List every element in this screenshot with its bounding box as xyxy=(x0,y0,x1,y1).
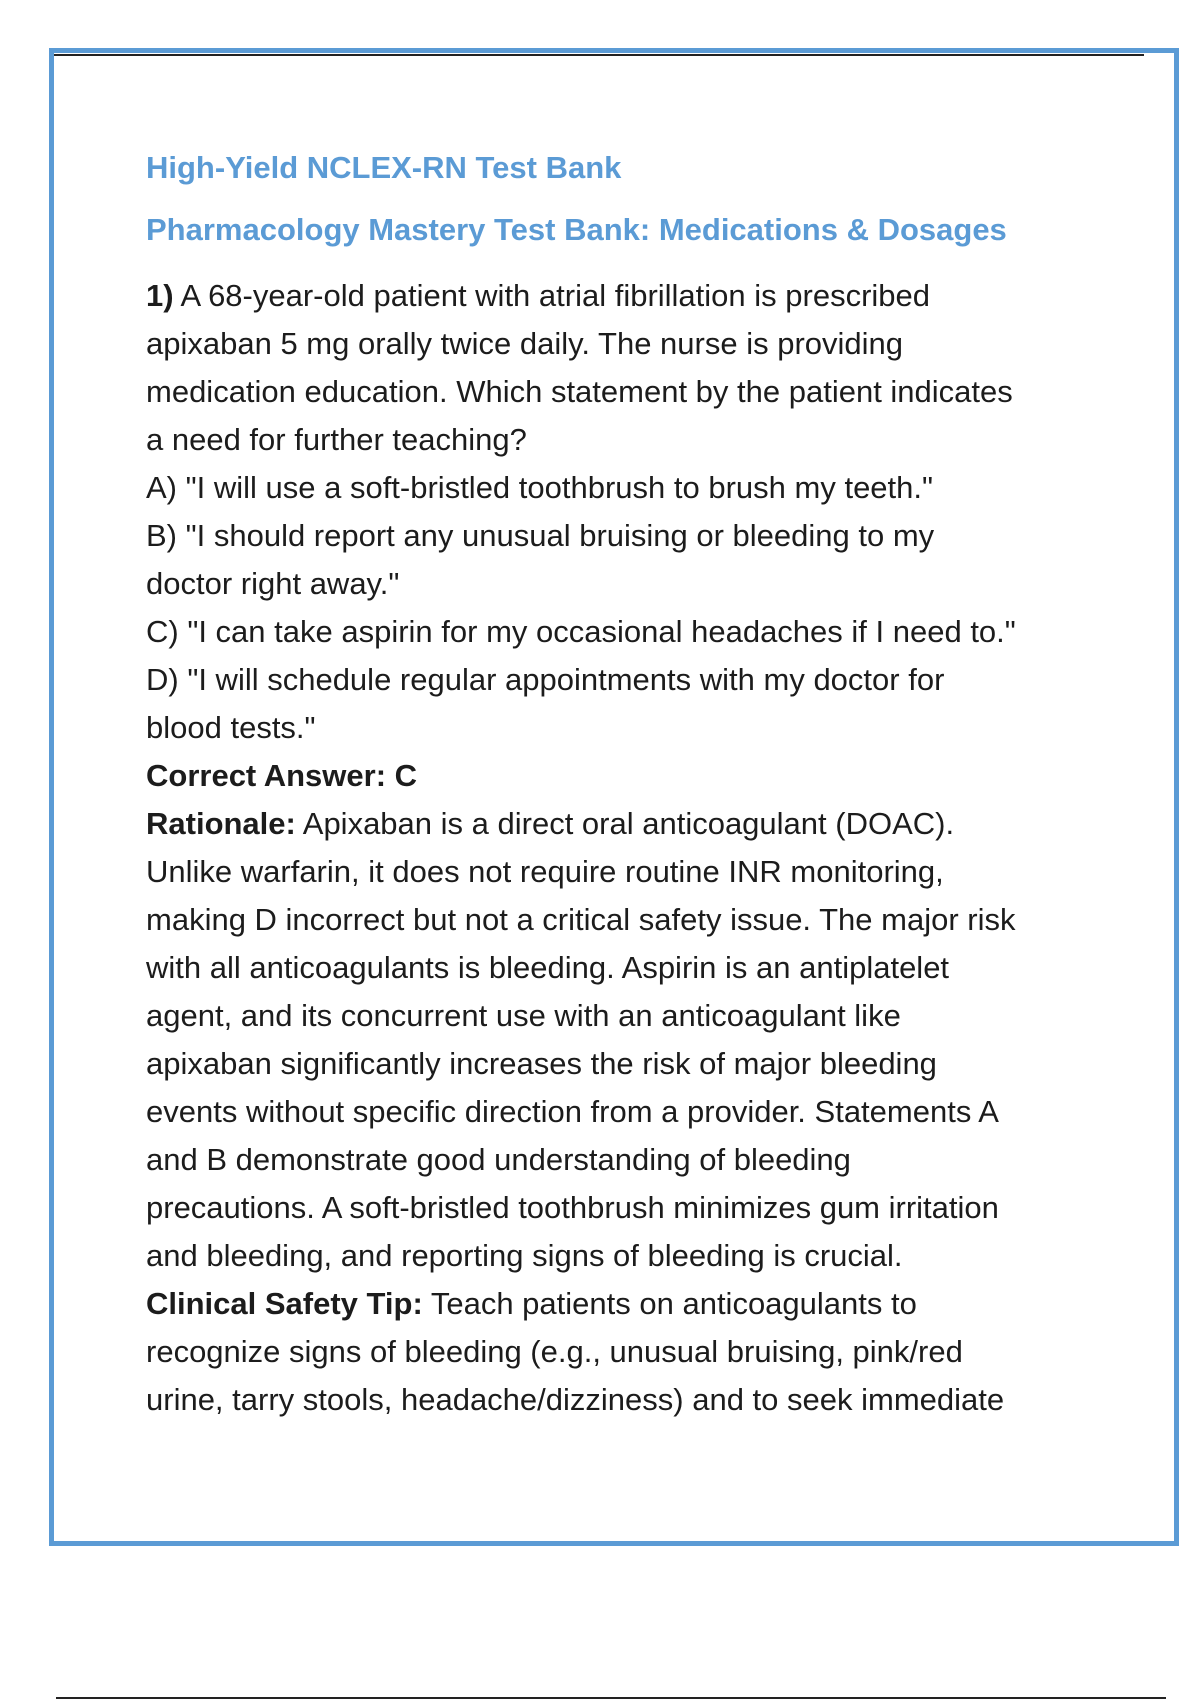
question-stem-line: medication education. Which statement by the patient indicates xyxy=(146,374,1013,409)
rationale-line: apixaban significantly increases the risk of major bleeding xyxy=(146,1046,937,1081)
option-c: C) "I can take aspirin for my occasional headaches if I need to." xyxy=(146,614,1016,649)
rationale-line: Unlike warfarin, it does not require routine INR monitoring, xyxy=(146,854,944,889)
question-block xyxy=(146,272,1106,1424)
safety-tip-line: Clinical Safety Tip: Teach patients on anticoagulants to xyxy=(146,1286,917,1321)
document-title: High-Yield NCLEX-RN Test Bank xyxy=(146,150,622,185)
rationale-line: and bleeding, and reporting signs of bleeding is crucial. xyxy=(146,1238,903,1273)
rationale-line: Rationale: Apixaban is a direct oral anticoagulant (DOAC). xyxy=(146,806,955,841)
bottom-rule xyxy=(56,1697,1166,1699)
option-a: A) "I will use a soft-bristled toothbrush to brush my teeth." xyxy=(146,470,934,505)
safety-tip-label: Clinical Safety Tip: xyxy=(146,1286,423,1321)
rationale-line: agent, and its concurrent use with an anticoagulant like xyxy=(146,998,901,1033)
question-stem-line: 1) A 68-year-old patient with atrial fibrillation is prescribed xyxy=(146,278,931,313)
test-bank-page xyxy=(146,148,1106,1424)
rationale-line: and B demonstrate good understanding of bleeding xyxy=(146,1142,851,1177)
rationale-line: precautions. A soft-bristled toothbrush minimizes gum irritation xyxy=(146,1190,999,1225)
section-title: Pharmacology Mastery Test Bank: Medications & Dosages xyxy=(146,212,1007,247)
option-b: B) "I should report any unusual bruising or bleeding to my xyxy=(146,518,935,553)
question-number: 1) xyxy=(146,278,174,313)
option-d: D) "I will schedule regular appointments with my doctor for xyxy=(146,662,945,697)
rationale-label: Rationale: xyxy=(146,806,296,841)
option-b-continued: doctor right away." xyxy=(146,566,400,601)
rationale-line: making D incorrect but not a critical safety issue. The major risk xyxy=(146,902,1016,937)
question-stem-line: a need for further teaching? xyxy=(146,422,527,457)
safety-tip-line: recognize signs of bleeding (e.g., unusual bruising, pink/red xyxy=(146,1334,963,1369)
correct-answer: Correct Answer: C xyxy=(146,758,418,793)
safety-tip-line: urine, tarry stools, headache/dizziness) and to seek immediate xyxy=(146,1382,1005,1417)
question-stem-line: apixaban 5 mg orally twice daily. The nurse is providing xyxy=(146,326,904,361)
rationale-line: with all anticoagulants is bleeding. Aspirin is an antiplatelet xyxy=(146,950,950,985)
option-d-continued: blood tests." xyxy=(146,710,316,745)
rationale-line: events without specific direction from a provider. Statements A xyxy=(146,1094,999,1129)
